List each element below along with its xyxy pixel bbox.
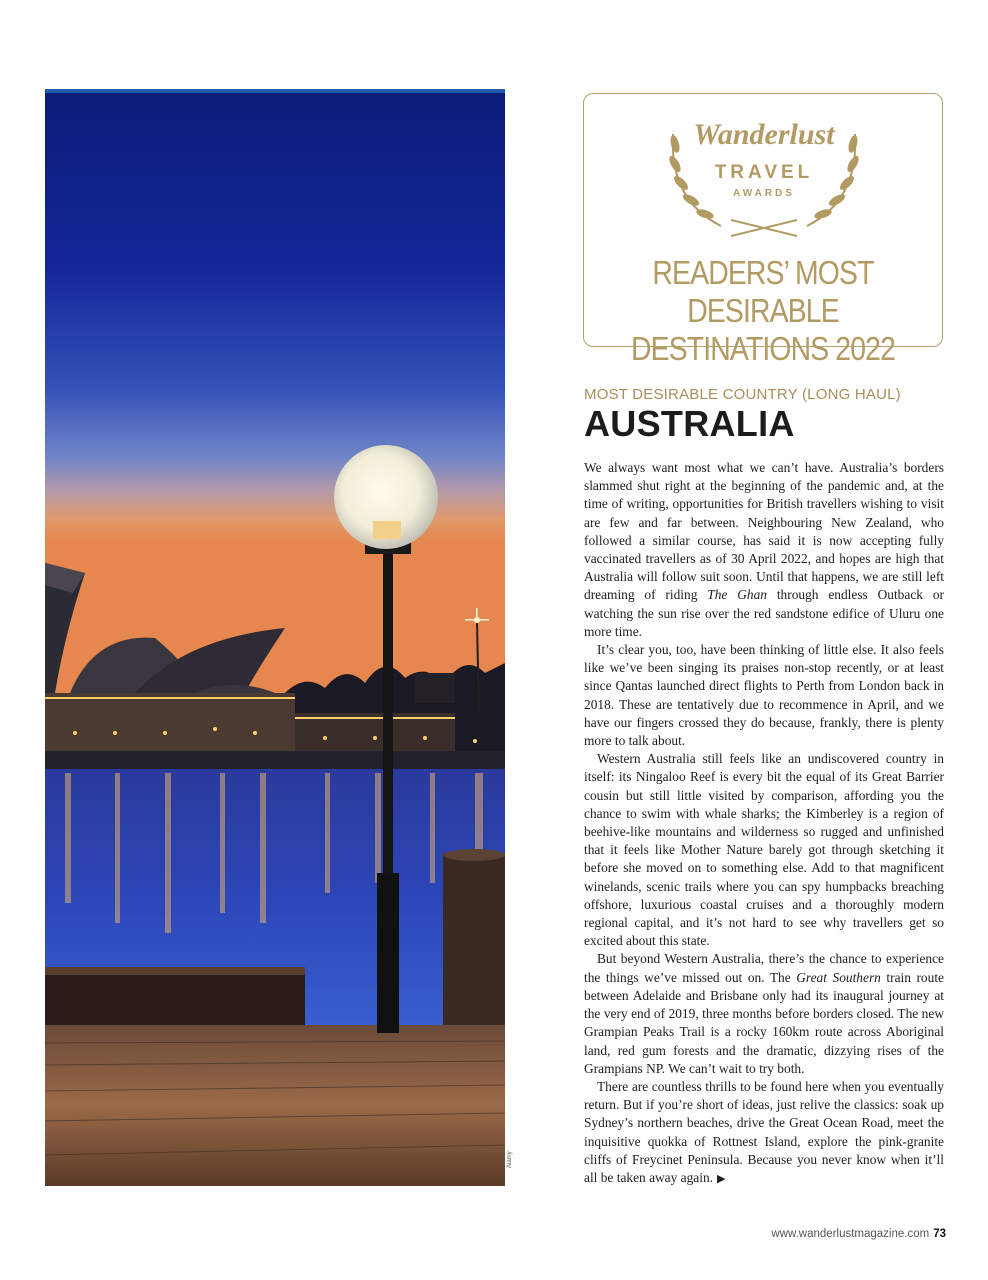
page-number: 73: [933, 1228, 946, 1240]
paragraph-2: It’s clear you, too, have been thinking of little else. It also feels like we’ve been singing its praises non-stop recently, or at least since Qantas launched direct flights to Perth from London back in 2018. These are tentatively due to recommence in April, and we have our fingers crossed they do because, frankly, there is plenty more to talk about.: [584, 642, 944, 749]
award-badge: [583, 93, 943, 367]
photo-credit: Alamy: [507, 1151, 513, 1168]
end-mark-icon: ▶: [717, 1172, 726, 1185]
laurel-wreath-logo: [661, 108, 867, 242]
award-line2: AWARDS: [733, 188, 795, 199]
article-headline: AUSTRALIA: [584, 403, 795, 444]
hero-photo: [45, 89, 505, 1186]
sydney-harbour-image: [45, 93, 505, 1186]
award-title: [609, 254, 917, 368]
award-title-line2: DESTINATIONS 2022: [630, 330, 896, 367]
footer-url[interactable]: www.wanderlustmagazine.com: [771, 1228, 930, 1240]
article-body: [584, 459, 944, 1188]
award-brand: Wanderlust: [693, 118, 835, 151]
paragraph-4: But beyond Western Australia, there’s the chance to experience the things we’ve missed out on. The Great Southern train route between Adelaide and Brisbane only had its inaugural journey at the very end of 2019, three months before borders closed. The new Grampian Peaks Trail is a rocky 160km route across Aboriginal land, red gum forests and the dramatic, dizzying rises of the Grampians NP. We can’t wait to try both.: [584, 951, 944, 1076]
category-kicker: MOST DESIRABLE COUNTRY (LONG HAUL): [584, 386, 901, 403]
paragraph-5: There are countless thrills to be found here when you eventually return. But if you’re short of ideas, just relive the classics: soak up Sydney’s northern beaches, drive the Great Ocean Road, meet the inquisitive quokka of Rottnest Island, explore the pink-granite cliffs of Freycinet Peninsula. Because you never know when it’ll all be taken away again. ▶: [584, 1078, 944, 1185]
paragraph-3: Western Australia still feels like an undiscovered country in itself: its Ningaloo Reef is every bit the equal of its Great Barrier cousin but still little visited by comparison, affording you the chance to swim with whale sharks; the Kimberley is a region of beehive-like mountains and wilderness so rugged and unfinished that it feels like Mother Nature barely got through sketching it before she moved on to something else. Add to that magnificent winelands, scenic trails where you can spy humpbacks breaching offshore, luxurious coastal cruises and a thoroughly modern regional capital, and it’s not hard to see why travellers get so excited about this state.: [584, 751, 944, 949]
award-line1: TRAVEL: [714, 162, 814, 183]
award-title-line1: READERS’ MOST DESIRABLE: [652, 254, 874, 329]
paragraph-1: We always want most what we can’t have. Australia’s borders slammed shut right at the beginning of the pandemic and, at the time of writing, opportunities for British travellers wishing to visit are few and far between. Neighbouring New Zealand, who followed a similar course, has said it is now accepting fully vaccinated travellers as of 30 April 2022, and hopes are high that Australia will follow suit soon. Until that happens, we are still left dreaming of riding The Ghan through endless Outback or watching the sun rise over the red sandstone edifice of Uluru one more time.: [584, 460, 944, 639]
page-footer: [771, 1228, 946, 1240]
